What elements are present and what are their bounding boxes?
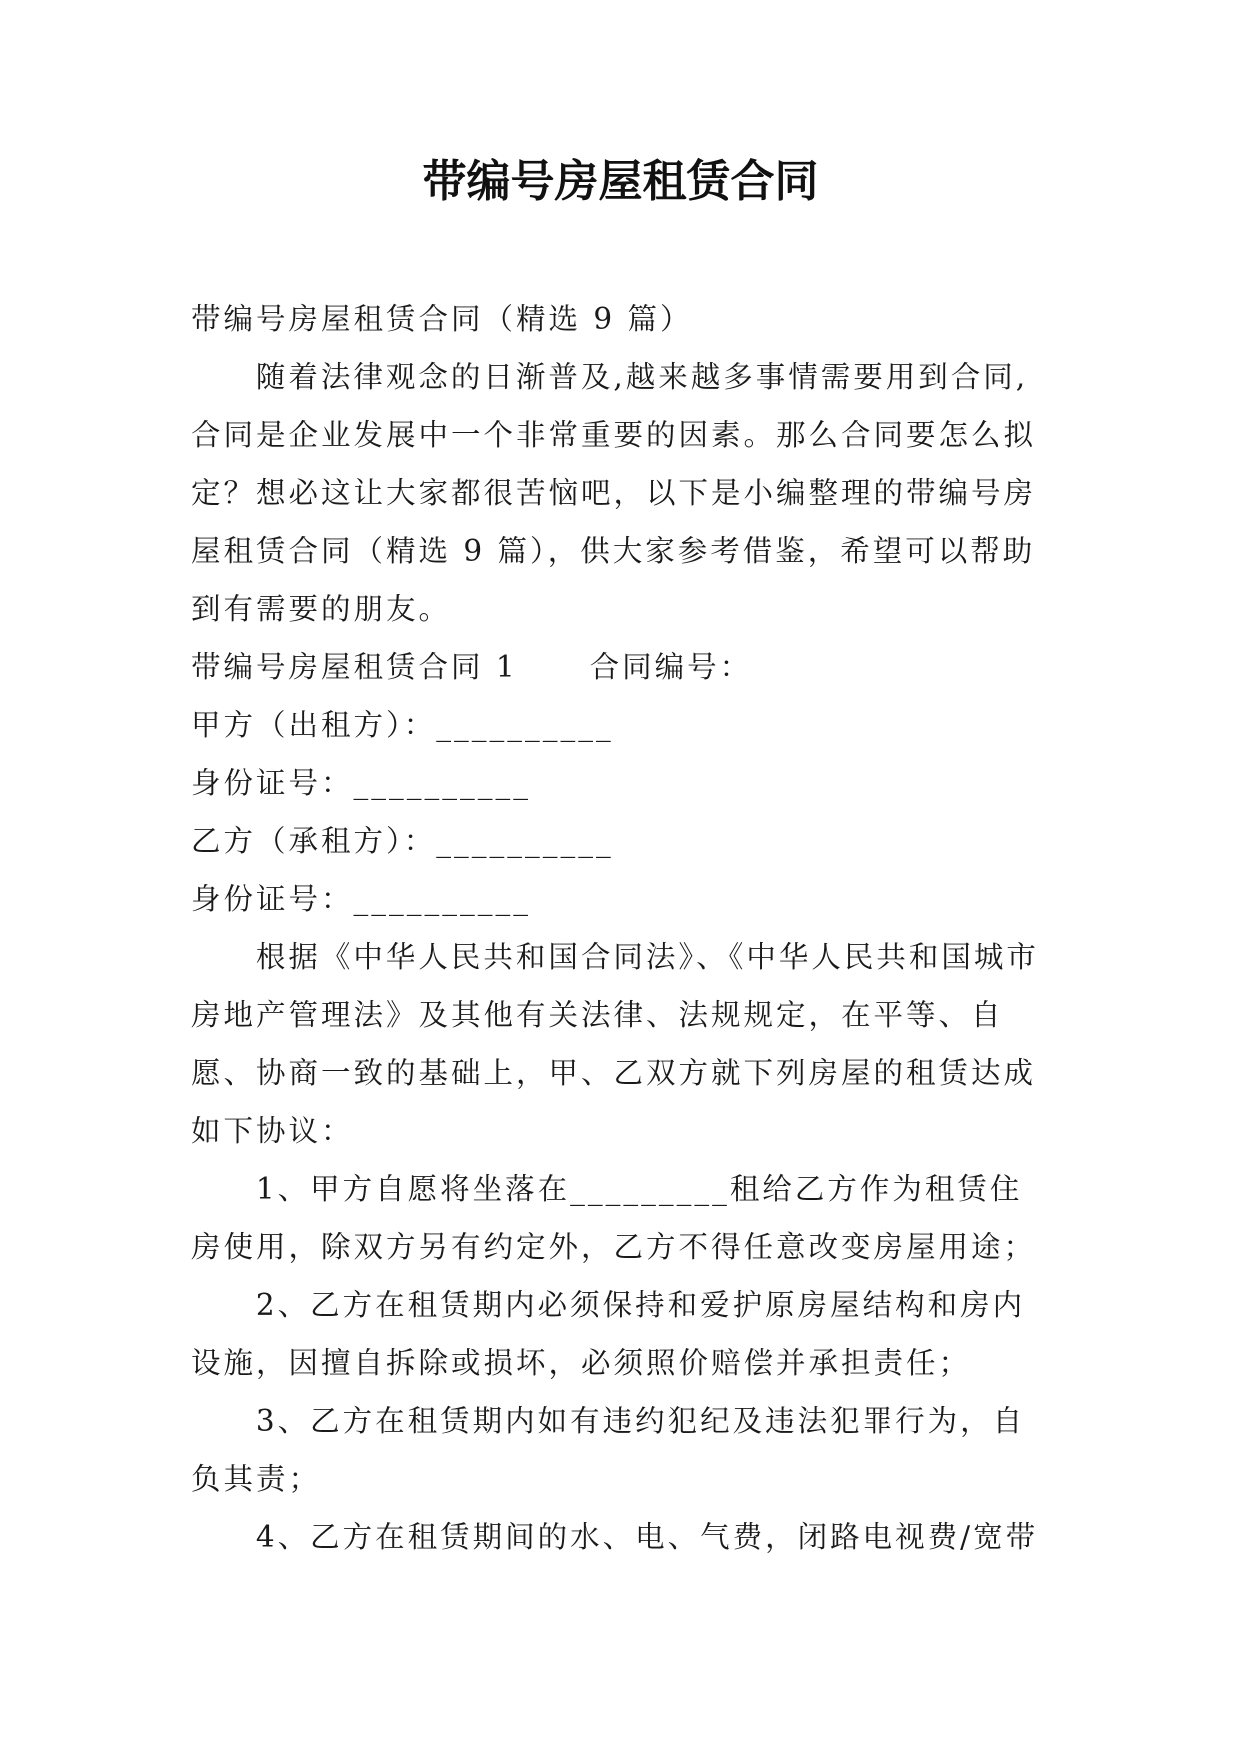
document-body [191,290,1051,1566]
intro-paragraph: 随着法律观念的日渐普及,越来越多事情需要用到合同,合同是企业发展中一个非常重要的因素。那么合同要怎么拟定？想必这让大家都很苦恼吧，以下是小编整理的带编号房屋租赁合同（精选 9 篇），供大家参考借鉴，希望可以帮助到有需要的朋友。 [191,360,1037,626]
clause-1: 1、甲方自愿将坐落在_________租给乙方作为租赁住房使用，除双方另有约定外，乙方不得任意改变房屋用途； [191,1172,1037,1264]
clause-3: 3、乙方在租赁期内如有违约犯纪及违法犯罪行为，自负其责； [191,1404,1026,1496]
clause-2: 2、乙方在租赁期内必须保持和爱护原房屋结构和房内设施，因擅自拆除或损坏，必须照价赔偿并承担责任； [191,1288,1026,1380]
preamble-paragraph: 根据《中华人民共和国合同法》、《中华人民共和国城市房地产管理法》及其他有关法律、法规规定，在平等、自愿、协商一致的基础上，甲、乙双方就下列房屋的租赁达成如下协议： [191,940,1039,1148]
clause-4: 4、乙方在租赁期间的水、电、气费，闭路电视费/宽带 [255,1520,1039,1554]
party-a-line: 甲方（出租方）：__________ [191,708,614,742]
contract-number-label: 合同编号： [589,650,753,684]
document-title: 带编号房屋租赁合同 [422,156,819,207]
party-a-id-line: 身份证号：__________ [191,766,532,800]
party-b-id-line: 身份证号：__________ [191,882,532,916]
document-subtitle: 带编号房屋租赁合同（精选 9 篇） [191,302,693,336]
party-b-line: 乙方（承租方）：__________ [191,824,614,858]
contract-heading-line [191,638,1051,696]
contract-heading: 带编号房屋租赁合同 1 [191,650,518,684]
